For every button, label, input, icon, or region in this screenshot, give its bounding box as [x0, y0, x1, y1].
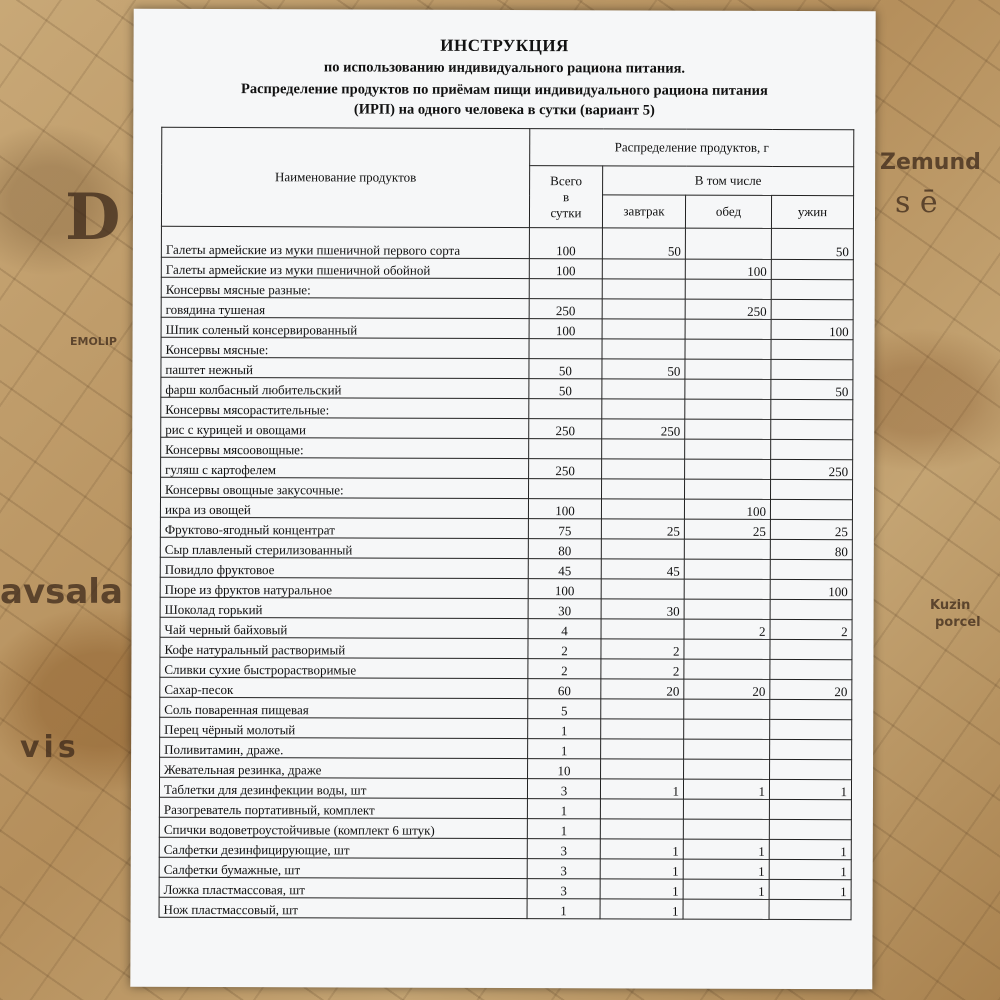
total-cell: 3	[527, 839, 600, 859]
map-label: D	[65, 180, 121, 255]
product-name-cell: Поливитамин, драже.	[160, 737, 528, 758]
product-name-cell: Фруктово-ягодный концентрат	[160, 517, 528, 538]
dinner-cell: 1	[769, 839, 851, 859]
dinner-cell: 250	[771, 459, 853, 479]
lunch-cell	[685, 379, 771, 399]
table-row	[160, 517, 852, 539]
table-row	[159, 797, 851, 819]
table-row	[160, 497, 852, 519]
lunch-cell	[683, 819, 769, 839]
dinner-cell	[770, 639, 852, 659]
table-row	[161, 357, 853, 379]
table-row	[161, 226, 853, 259]
product-name-cell: Сыр плавленый стерилизованный	[160, 537, 528, 558]
table-row	[161, 477, 853, 499]
map-label: avsala	[0, 572, 123, 612]
product-name-cell: Соль поваренная пищевая	[160, 697, 528, 718]
dinner-cell	[770, 599, 852, 619]
dinner-cell: 20	[770, 679, 852, 699]
product-name-cell: Кофе натуральный растворимый	[160, 637, 528, 658]
map-label: Kuzin	[930, 598, 971, 613]
product-name-cell: Жевательная резинка, драже	[160, 757, 528, 778]
map-label: s ē	[895, 185, 938, 220]
breakfast-cell	[601, 579, 684, 599]
product-name-cell: говядина тушеная	[161, 297, 529, 318]
dinner-cell	[769, 799, 851, 819]
total-cell: 30	[528, 599, 601, 619]
breakfast-cell: 20	[601, 679, 684, 699]
map-label: porcel	[935, 615, 981, 630]
breakfast-cell: 30	[601, 599, 684, 619]
table-row	[160, 557, 852, 579]
total-cell: 100	[528, 579, 601, 599]
lunch-cell: 20	[684, 679, 770, 699]
table-row	[160, 657, 852, 679]
total-cell: 250	[529, 419, 602, 439]
breakfast-cell	[602, 459, 685, 479]
breakfast-cell	[601, 699, 684, 719]
document-subtitle: (ИРП) на одного человека в сутки (вариант 5)	[353, 101, 655, 119]
table-row	[159, 857, 851, 879]
total-cell	[529, 279, 602, 299]
total-cell: 100	[528, 499, 601, 519]
dinner-cell	[771, 339, 853, 359]
breakfast-cell: 250	[602, 419, 685, 439]
lunch-cell	[684, 599, 770, 619]
product-name-cell: Шоколад горький	[160, 597, 528, 618]
total-cell: 1	[528, 739, 601, 759]
dinner-cell	[770, 719, 852, 739]
header-including: В том числе	[603, 166, 854, 196]
total-cell: 60	[528, 679, 601, 699]
total-cell: 3	[527, 779, 600, 799]
lunch-cell	[684, 719, 770, 739]
map-label: EMOLIP	[70, 335, 117, 348]
document-title: ИНСТРУКЦИЯ	[440, 35, 569, 56]
product-name-cell: икра из овощей	[160, 497, 528, 518]
document-subtitle: по использованию индивидуального рациона питания.	[323, 59, 686, 77]
dinner-cell	[770, 739, 852, 759]
table-row	[159, 817, 851, 839]
lunch-cell: 1	[683, 779, 769, 799]
total-cell: 10	[528, 759, 601, 779]
product-name-cell: Консервы мясорастительные:	[161, 397, 529, 418]
total-cell: 1	[527, 819, 600, 839]
product-name-cell: Разогреватель портативный, комплект	[159, 797, 527, 818]
table-row	[160, 637, 852, 659]
lunch-cell	[683, 799, 769, 819]
breakfast-cell	[602, 479, 685, 499]
dinner-cell	[771, 259, 853, 279]
breakfast-cell	[601, 539, 684, 559]
total-cell: 4	[528, 619, 601, 639]
breakfast-cell	[601, 499, 684, 519]
lunch-cell	[685, 279, 771, 299]
breakfast-cell: 1	[600, 879, 683, 899]
total-cell	[529, 399, 602, 419]
product-name-cell: рис с курицей и овощами	[161, 417, 529, 438]
dinner-cell: 100	[771, 319, 853, 339]
lunch-cell	[684, 659, 770, 679]
table-row	[161, 417, 853, 439]
lunch-cell	[685, 419, 771, 439]
product-name-cell: Таблетки для дезинфекции воды, шт	[159, 777, 527, 798]
lunch-cell: 100	[684, 499, 770, 519]
lunch-cell	[684, 559, 770, 579]
total-cell: 45	[528, 559, 601, 579]
dinner-cell	[771, 299, 853, 319]
table-row	[160, 697, 852, 719]
product-name-cell: Салфетки дезинфицирующие, шт	[159, 837, 527, 858]
total-cell: 3	[527, 879, 600, 899]
lunch-cell	[684, 539, 770, 559]
table-row	[159, 897, 851, 919]
table-row	[161, 397, 853, 419]
table-row	[160, 537, 852, 559]
table-row	[160, 577, 852, 599]
lunch-cell	[684, 579, 770, 599]
lunch-cell	[684, 739, 770, 759]
total-cell: 100	[529, 259, 602, 279]
breakfast-cell	[601, 739, 684, 759]
dinner-cell	[771, 279, 853, 299]
total-cell: 100	[529, 228, 602, 259]
total-cell: 80	[528, 539, 601, 559]
header-lunch: обед	[685, 195, 771, 228]
table-row	[161, 457, 853, 479]
product-name-cell: Консервы овощные закусочные:	[161, 477, 529, 498]
lunch-cell: 2	[684, 619, 770, 639]
map-label: vis	[20, 730, 80, 765]
header-total-per-day: Всего в сутки	[529, 166, 602, 228]
header-product-name: Наименование продуктов	[161, 127, 529, 227]
product-name-cell: Перец чёрный молотый	[160, 717, 528, 738]
product-name-cell: Ложка пластмассовая, шт	[159, 877, 527, 898]
total-cell: 100	[529, 319, 602, 339]
table-row	[159, 877, 851, 899]
dinner-cell: 50	[771, 228, 853, 259]
total-cell	[529, 479, 602, 499]
breakfast-cell	[602, 299, 685, 319]
breakfast-cell: 50	[602, 228, 685, 259]
breakfast-cell	[602, 319, 685, 339]
lunch-cell: 1	[683, 839, 769, 859]
product-name-cell: Галеты армейские из муки пшеничной обойной	[161, 257, 529, 278]
breakfast-cell: 1	[600, 859, 683, 879]
breakfast-cell: 2	[601, 639, 684, 659]
table-row	[161, 257, 853, 279]
lunch-cell	[685, 439, 771, 459]
breakfast-cell: 45	[601, 559, 684, 579]
breakfast-cell: 2	[601, 659, 684, 679]
lunch-cell	[683, 899, 769, 919]
table-row	[160, 737, 852, 759]
dinner-cell: 25	[770, 519, 852, 539]
total-cell: 50	[529, 379, 602, 399]
breakfast-cell	[602, 339, 685, 359]
table-row	[161, 437, 853, 459]
dinner-cell	[769, 819, 851, 839]
total-cell: 3	[527, 859, 600, 879]
product-name-cell: Шпик соленый консервированный	[161, 317, 529, 338]
instruction-sheet	[130, 9, 875, 990]
lunch-cell	[685, 228, 771, 259]
dinner-cell: 2	[770, 619, 852, 639]
total-cell: 250	[529, 459, 602, 479]
lunch-cell	[685, 319, 771, 339]
table-row	[161, 337, 853, 359]
total-cell: 1	[527, 899, 600, 919]
table-row	[161, 377, 853, 399]
lunch-cell	[684, 699, 770, 719]
dinner-cell	[769, 899, 851, 919]
dinner-cell	[771, 419, 853, 439]
dinner-cell	[771, 439, 853, 459]
breakfast-cell	[602, 439, 685, 459]
breakfast-cell	[601, 619, 684, 639]
total-cell: 50	[529, 359, 602, 379]
ration-distribution-table	[159, 127, 855, 920]
total-cell: 2	[528, 639, 601, 659]
lunch-cell: 25	[684, 519, 770, 539]
table-row	[159, 777, 851, 799]
lunch-cell: 1	[683, 879, 769, 899]
table-row	[161, 277, 853, 299]
lunch-cell: 250	[685, 299, 771, 319]
dinner-cell	[771, 399, 853, 419]
dinner-cell: 80	[770, 539, 852, 559]
product-name-cell: Сливки сухие быстрорастворимые	[160, 657, 528, 678]
dinner-cell	[770, 559, 852, 579]
product-name-cell: Галеты армейские из муки пшеничной первого сорта	[161, 226, 529, 258]
product-name-cell: Салфетки бумажные, шт	[159, 857, 527, 878]
product-name-cell: фарш колбасный любительский	[161, 377, 529, 398]
total-cell: 75	[528, 519, 601, 539]
dinner-cell	[771, 479, 853, 499]
dinner-cell: 1	[769, 779, 851, 799]
lunch-cell	[684, 759, 770, 779]
product-name-cell: Сахар-песок	[160, 677, 528, 698]
dinner-cell	[771, 359, 853, 379]
total-cell	[529, 439, 602, 459]
total-cell: 1	[528, 719, 601, 739]
header-distribution: Распределение продуктов, г	[530, 129, 854, 167]
table-row	[160, 757, 852, 779]
total-cell: 250	[529, 299, 602, 319]
lunch-cell	[685, 359, 771, 379]
table-row	[160, 677, 852, 699]
dinner-cell: 1	[769, 879, 851, 899]
breakfast-cell	[601, 759, 684, 779]
lunch-cell	[684, 639, 770, 659]
map-label: Zemund	[880, 150, 981, 175]
table-row	[160, 597, 852, 619]
breakfast-cell: 1	[600, 779, 683, 799]
lunch-cell	[685, 459, 771, 479]
product-name-cell: гуляш с картофелем	[161, 457, 529, 478]
table-row	[160, 617, 852, 639]
lunch-cell	[685, 339, 771, 359]
product-name-cell: Консервы мясные:	[161, 337, 529, 358]
dinner-cell	[770, 759, 852, 779]
breakfast-cell	[600, 819, 683, 839]
breakfast-cell	[601, 719, 684, 739]
table-row	[159, 837, 851, 859]
total-cell: 2	[528, 659, 601, 679]
breakfast-cell: 1	[600, 899, 683, 919]
product-name-cell: Чай черный байховый	[160, 617, 528, 638]
product-name-cell: Консервы мясные разные:	[161, 277, 529, 298]
breakfast-cell	[602, 259, 685, 279]
product-name-cell: паштет нежный	[161, 357, 529, 378]
breakfast-cell	[602, 279, 685, 299]
header-breakfast: завтрак	[602, 195, 685, 228]
breakfast-cell	[602, 379, 685, 399]
product-name-cell: Консервы мясоовощные:	[161, 437, 529, 458]
product-name-cell: Нож пластмассовый, шт	[159, 897, 527, 918]
product-name-cell: Спички водоветроустойчивые (комплект 6 штук)	[159, 817, 527, 838]
breakfast-cell: 50	[602, 359, 685, 379]
product-name-cell: Пюре из фруктов натуральное	[160, 577, 528, 598]
dinner-cell	[770, 699, 852, 719]
table-row	[161, 297, 853, 319]
total-cell: 5	[528, 699, 601, 719]
dinner-cell	[770, 659, 852, 679]
lunch-cell	[685, 479, 771, 499]
lunch-cell: 1	[683, 859, 769, 879]
breakfast-cell: 1	[600, 839, 683, 859]
document-subtitle: Распределение продуктов по приёмам пищи индивидуального рациона питания	[240, 81, 768, 99]
table-row	[160, 717, 852, 739]
header-dinner: ужин	[771, 195, 853, 228]
breakfast-cell	[600, 799, 683, 819]
dinner-cell: 1	[769, 859, 851, 879]
total-cell	[529, 339, 602, 359]
total-cell: 1	[527, 799, 600, 819]
lunch-cell	[685, 399, 771, 419]
lunch-cell: 100	[685, 259, 771, 279]
product-name-cell: Повидло фруктовое	[160, 557, 528, 578]
dinner-cell: 100	[770, 579, 852, 599]
dinner-cell: 50	[771, 379, 853, 399]
table-row	[161, 317, 853, 339]
breakfast-cell	[602, 399, 685, 419]
breakfast-cell: 25	[601, 519, 684, 539]
dinner-cell	[770, 499, 852, 519]
